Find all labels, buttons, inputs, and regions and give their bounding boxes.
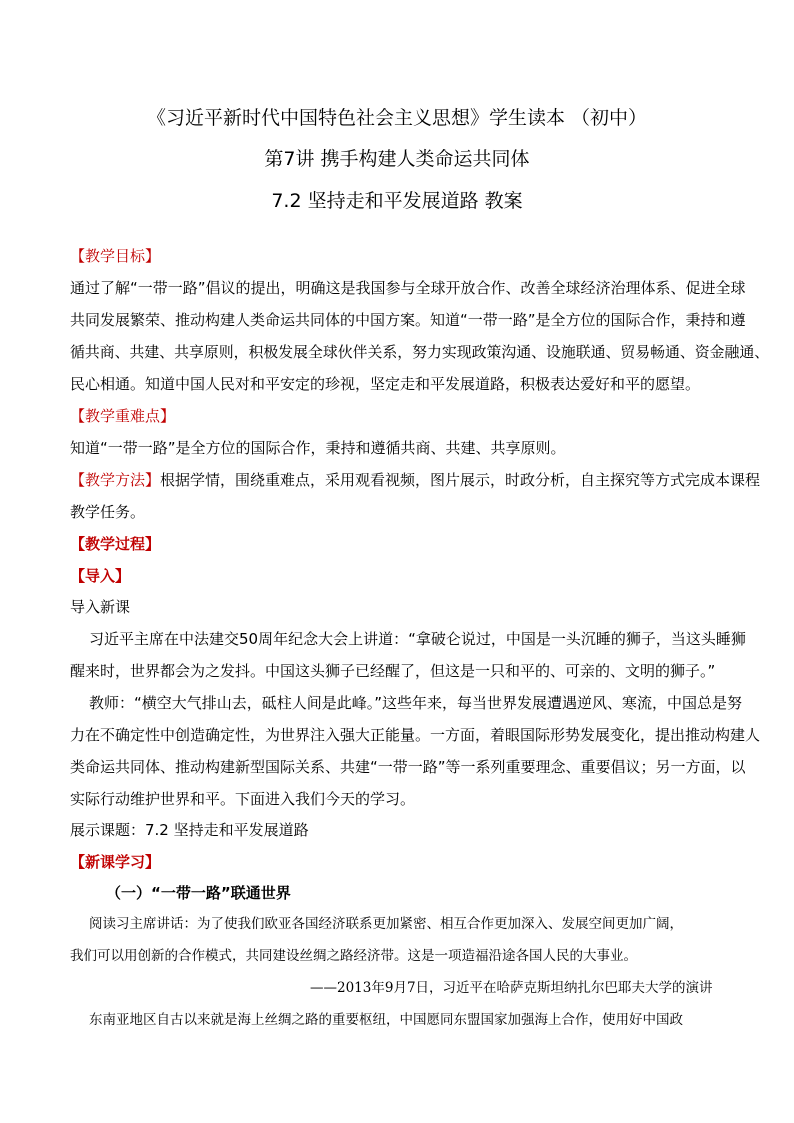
process-heading: 【教学过程】	[70, 535, 161, 553]
new-lesson-heading: 【新课学习】	[70, 853, 161, 871]
teacher-line: 力在不确定性中创造确定性，为世界注入强大正能量。一方面，着眼国际形势发展变化，提出推动构建人	[70, 726, 761, 744]
reading-line: 阅读习主席讲话：为了使我们欧亚各国经济联系更加紧密、相互合作更加深入、发展空间更加广阔，	[89, 916, 683, 932]
teacher-line: 类命运共同体、推动构建新型国际关系、共建“一带一路”等一系列重要理念、重要倡议；另一方面，以	[70, 758, 746, 776]
teacher-line: 教师：“横空大气排山去，砥柱人间是此峰。”这些年来，每当世界发展遭遇逆风、寒流，中国总是努	[89, 694, 743, 712]
goals-line: 共同发展繁荣、推动构建人类命运共同体的中国方案。知道“一带一路”是全方位的国际合作，秉持和遵	[70, 311, 746, 329]
methods-line	[70, 470, 760, 490]
quote-line: 醒来时，世界都会为之发抖。中国这头狮子已经醒了，但这是一只和平的、可亲的、文明的狮子。”	[70, 662, 716, 680]
lecture-title: 第7讲 携手构建人类命运共同体	[264, 148, 530, 170]
reading-line: 我们可以用创新的合作模式，共同建设丝绸之路经济带。这是一项造福沿途各国人民的大事业。	[70, 948, 637, 964]
goals-line: 民心相通。知道中国人民对和平安定的珍视，坚定走和平发展道路，积极表达爱好和平的愿望。	[70, 375, 701, 393]
quote-line: 习近平主席在中法建交50周年纪念大会上讲道：“拿破仑说过，中国是一头沉睡的狮子，当这头睡狮	[89, 630, 746, 648]
intro-subheading: 导入新课	[70, 598, 131, 616]
goals-heading: 【教学目标】	[70, 247, 161, 265]
goals-line: 循共商、共建、共享原则，积极发展全球伙伴关系，努力实现政策沟通、设施联通、贸易畅通、资金融通、	[70, 343, 770, 361]
methods-heading: 【教学方法】	[70, 471, 161, 489]
speech-source: ——2013年9月7日，习近平在哈萨克斯坦纳扎尔巴耶夫大学的演讲	[310, 980, 713, 996]
key-points-heading: 【教学重难点】	[70, 407, 176, 425]
methods-line-2: 教学任务。	[70, 503, 146, 521]
book-title: 《习近平新时代中国特色社会主义思想》学生读本 （初中）	[146, 107, 648, 129]
key-points-text: 知道“一带一路”是全方位的国际合作，秉持和遵循共商、共建、共享原则。	[70, 439, 566, 457]
goals-line: 通过了解“一带一路”倡议的提出，明确这是我国参与全球开放合作、改善全球经济治理体系、促进全球	[70, 279, 746, 297]
intro-heading: 【导入】	[70, 567, 131, 585]
lesson-topic: 展示课题：7.2 坚持走和平发展道路	[70, 821, 309, 839]
methods-text: 根据学情，围绕重难点，采用观看视频，图片展示，时政分析，自主探究等方式完成本课程	[160, 471, 761, 489]
lesson-title: 7.2 坚持走和平发展道路 教案	[271, 190, 523, 212]
reading-continuation: 东南亚地区自古以来就是海上丝绸之路的重要枢纽，中国愿同东盟国家加强海上合作，使用好中国政	[89, 1012, 683, 1028]
teacher-line: 实际行动维护世界和平。下面进入我们今天的学习。	[70, 790, 416, 808]
section-title: （一）“一带一路”联通世界	[106, 884, 291, 902]
